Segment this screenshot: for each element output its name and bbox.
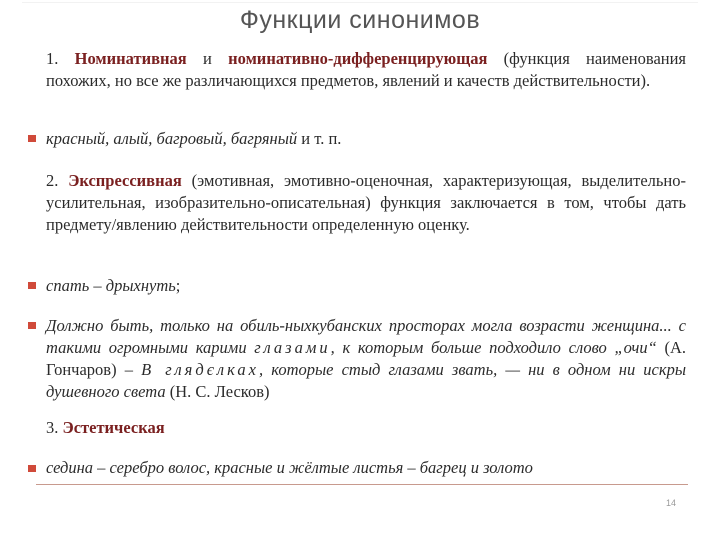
section-2-number: 2. — [46, 171, 59, 190]
section-1-number: 1. — [46, 49, 59, 68]
section-2-paragraph — [46, 170, 686, 236]
section-1-and: и — [203, 49, 212, 68]
bullet-3-author-2: (Н. С. Лесков) — [169, 382, 270, 401]
section-3-number: 3. — [46, 418, 59, 437]
section-1-paragraph — [46, 48, 686, 92]
bullet-4-example: седина – серебро волос, красные и жёлтые листья – багрец и золото — [46, 458, 533, 477]
bullet-3-author-1: (А. Гончаров) – — [46, 338, 687, 379]
bullet-1-tail: и т. п. — [301, 129, 342, 148]
section-2-term: Экспрессивная — [68, 171, 182, 190]
section-3-term: Эстетическая — [62, 418, 165, 437]
footer-divider — [36, 484, 688, 485]
bullet-2-tail: ; — [175, 276, 181, 295]
top-decoration-line — [22, 2, 698, 3]
bullet-marker — [28, 465, 36, 472]
bullet-3-part-3: , которые стыд глазами звать, — ни в одном ни искры душевного света — [46, 360, 687, 401]
bullet-2-text — [46, 275, 686, 297]
bullet-marker — [28, 322, 36, 329]
bullet-3-text — [46, 315, 686, 403]
bullet-3-part-2: , к которым больше подходило слово „очи“ — [330, 338, 657, 357]
section-3-paragraph — [46, 417, 686, 439]
bullet-3-part-1: Должно быть, только на обиль-ныхкубанских просторах могла возрасти женщина... с такими огромными карими — [46, 316, 686, 357]
bullet-marker — [28, 135, 36, 142]
bullet-1-text — [46, 128, 686, 150]
section-2-description: (эмотивная, эмотивно-оценочная, характеризующая, выделительно-усилительная, изобразительно-описательная) функция заключается в том, чтобы дать предмету/явлению действительности определенную оценку. — [46, 171, 687, 234]
page-number: 14 — [666, 498, 677, 508]
section-1-description: (функция наименования похожих, но все же различающихся предметов, явлений и качеств действительности). — [46, 49, 687, 90]
bullet-2-example: спать – дрыхнуть — [46, 276, 176, 295]
bullet-1-example: красный, алый, багровый, багряный — [46, 129, 298, 148]
section-1-term-2: номинативно-дифференцирующая — [228, 49, 488, 68]
slide-title: Функции синонимов — [239, 6, 481, 34]
bullet-4-text — [46, 457, 686, 479]
bullet-marker — [28, 282, 36, 289]
bullet-3-spaced-1: глазами — [254, 338, 331, 357]
section-1-term-1: Номинативная — [74, 49, 187, 68]
bullet-3-spaced-2: В глядєлках — [141, 360, 259, 379]
